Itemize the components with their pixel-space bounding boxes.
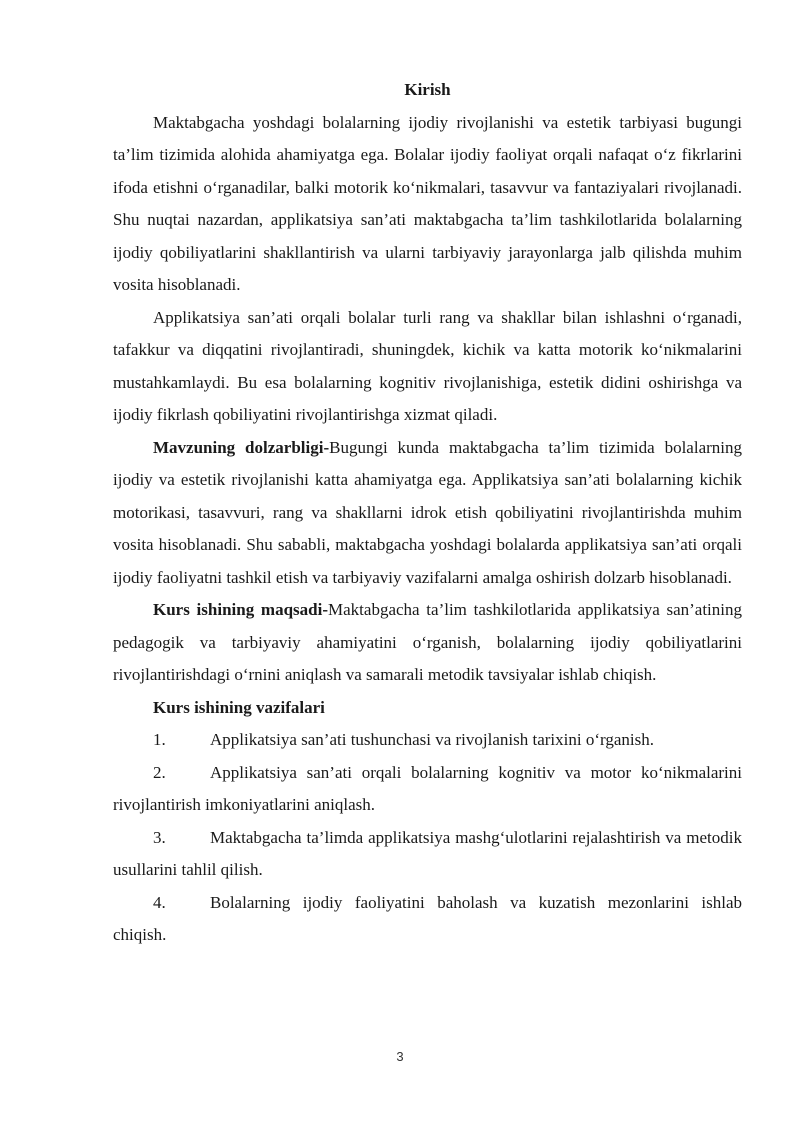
task-number: 3.	[153, 827, 166, 847]
document-page	[113, 74, 742, 952]
relevance-label: Mavzuning dolzarbligi-	[153, 437, 330, 457]
tasks-heading: Kurs ishining vazifalari	[153, 697, 325, 717]
goal-paragraph	[113, 594, 742, 692]
task-item-1	[113, 724, 742, 757]
goal-text: Maktabgacha ta’lim tashkilotlarida applikatsiya san’atining pedagogik va tarbiyaviy ahamiyatini o‘rganish, bolalarning ijodiy qobiliyatlarini rivojlantirishdagi o‘rnini aniqlash va samarali metodik tavsiyalar ishlab chiqish.	[113, 600, 742, 684]
task-text: Applikatsiya san’ati tushunchasi va rivojlanish tarixini o‘rganish.	[210, 730, 654, 749]
relevance-text: Bugungi kunda maktabgacha ta’lim tizimida bolalarning ijodiy va estetik rivojlanishi katta ahamiyatga ega. Applikatsiya san’ati bolalarning kichik motorikasi, tasavvuri, rang va shakllarni idrok etish qobiliyatini rivojlantirishda muhim vosita hisoblanadi. Shu sababli, maktabgacha yoshdagi bolalarda applikatsiya san’ati orqali ijodiy faoliyatni tashkil etish va tarbiyaviy vazifalarni amalga oshirish dolzarb hisoblanadi.	[113, 437, 742, 587]
task-text: Bolalarning ijodiy faoliyatini baholash va kuzatish mezonlarini ishlab chiqish.	[113, 892, 742, 944]
intro-paragraph-2: Applikatsiya san’ati orqali bolalar turli rang va shakllar bilan ishlashni o‘rganadi, tafakkur va diqqatini rivojlantiradi, shuningdek, kichik va katta motorik ko‘nikmalarini mustahkamlaydi. Bu esa bolalarning kognitiv rivojlanishiga, estetik didini oshirishga va ijodiy fikrlash qobiliyatini rivojlantirishga xizmat qiladi.	[113, 307, 742, 424]
task-text: Maktabgacha ta’limda applikatsiya mashg‘ulotlarini rejalashtirish va metodik usullarini tahlil qilish.	[113, 827, 742, 879]
intro-paragraph-1: Maktabgacha yoshdagi bolalarning ijodiy rivojlanishi va estetik tarbiyasi bugungi ta’lim tizimida alohida ahamiyatga ega. Bolalar ijodiy faoliyat orqali nafaqat o‘z fikrlarini ifoda etishni o‘rganadilar, balki motorik ko‘nikmalari, tasavvur va fantaziyalari rivojlanadi. Shu nuqtai nazardan, applikatsiya san’ati maktabgacha ta’lim tashkilotlarida bolalarning ijodiy qobiliyatlarini shakllantirish va ularni tarbiyaviy jarayonlarga jalb qilishda muhim vosita hisoblanadi.	[113, 112, 742, 294]
task-item-4	[113, 887, 742, 952]
task-number: 2.	[153, 762, 166, 782]
relevance-paragraph	[113, 432, 742, 595]
task-number: 1.	[153, 730, 166, 749]
task-text: Applikatsiya san’ati orqali bolalarning kognitiv va motor ko‘nikmalarini rivojlantirish imkoniyatlarini aniqlash.	[113, 762, 742, 814]
task-number: 4.	[153, 892, 166, 912]
page-number: 3	[396, 1049, 404, 1064]
task-item-3	[113, 822, 742, 887]
goal-label: Kurs ishining maqsadi-	[153, 600, 329, 619]
task-item-2	[113, 757, 742, 822]
section-title: Kirish	[404, 80, 451, 99]
